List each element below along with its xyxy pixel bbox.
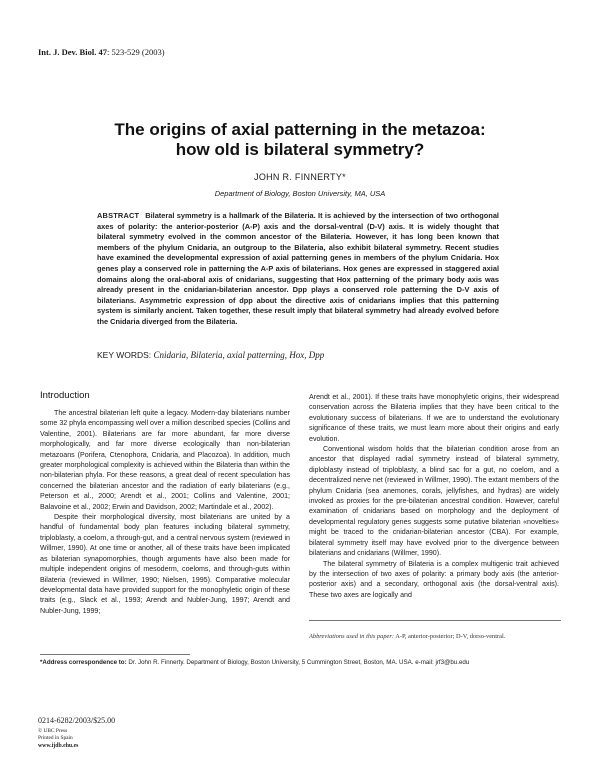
body-paragraph: The ancestral bilaterian left quite a legacy. Modern-day bilaterians number some 32 phyla encompassing well over a million described species (Collins and Valentine, 2001). Bilaterians are far more abundant, far more diverse morphologically, and far more diverse ecologically than non-bilaterian metazoans (Porifera, Ctenophora, Cnidaria, and Placozoa). In addition, much greater morphological complexity is achieved within the Bilateria than within the non-bilaterian phyla. For these reasons, a great deal of recent speculation has concerned the bilaterian ancestor and the radiation of early bilaterians (e.g., Peterson et al., 2000; Arendt et al., 2001; Collins and Valentine, 2001; Balavoine et al., 2002; Erwin and Davidson, 2002; Martindale et al., 2002). [40, 409, 290, 511]
journal-pages-year: : 523-529 (2003) [106, 47, 165, 57]
footnote-divider [40, 654, 190, 655]
body-paragraph: Conventional wisdom holds that the bilaterian condition arose from an ancestor that displayed radial symmetry instead of bilateral symmetry, diploblasty instead of triploblasty, a blind sac for a gut, no coelom, and a decentralized nerve net (reviewed in Willmer, 1990). The extant members of the phylum Cnidaria (sea anemones, corals, jellyfishes, and hydras) are widely invoked as proxies for the pre-bilaterian ancestral condition. However, careful examination of cnidarians based on morphology and the deployment of developmental regulatory genes suggests some putative bilaterian «novelties» might be traced to the cnidarian-bilaterian ancestor (CBA). For example, bilateral symmetry itself may have evolved prior to the divergence between bilaterians and cnidarians (Willmer, 1990). [309, 445, 559, 558]
printed-location: Printed in Spain [38, 735, 73, 741]
journal-citation [38, 47, 165, 57]
correspondence-footnote [40, 659, 570, 666]
abbreviations-footnote [309, 620, 561, 640]
body-column-left [40, 390, 290, 616]
journal-website: www.ijdb.ehu.es [38, 743, 79, 749]
author-name: JOHN R. FINNERTY* [254, 172, 346, 182]
body-paragraph: Despite their morphological diversity, most bilaterians are united by a handful of fundamental body plan features including bilateral symmetry, triploblasty, a coelom, a through-gut, and a central nervous system (reviewed in Willmer, 1990). At one time or another, all of these traits have been implicated as bilaterian synapomorphies, though arguments have also been made for multiple independent origins of mesoderm, coeloms, and through-guts within Bilateria (reviewed in Willmer, 1990; Nielsen, 1995). Comparative molecular developmental data have provided support for the monophyletic origin of these traits (e.g., Slack et al., 1993; Arendt and Nubler-Jung, 1997; Arendt and Nubler-Jung, 1999; [40, 513, 290, 615]
section-heading-introduction: Introduction [40, 390, 90, 401]
issn-price: 0214-6282/2003/$25.00 [38, 716, 116, 725]
article-title [40, 120, 560, 160]
page-footer [38, 716, 115, 750]
journal-volume: 47 [98, 47, 107, 57]
abstract [97, 211, 499, 328]
journal-name: Int. J. Dev. Biol. [38, 47, 97, 57]
abstract-text: Bilateral symmetry is a hallmark of the Bilateria. It is achieved by the intersection of two orthogonal axes of polarity: the anterior-posterior (A-P) axis and the dorsal-ventral (D-V) axis. It is widely thought that bilateral symmetry evolved in the common ancestor of the Bilateria. However, it has long been known that members of the phylum Cnidaria, an outgroup to the Bilateria, also exhibit bilateral symmetry. Recent studies have examined the developmental expression of axial patterning genes in members of the phylum Cnidaria. Hox genes play a conserved role in patterning the A-P axis of bilaterians. Hox genes are expressed in staggered axial domains along the oral-aboral axis of cnidarians, suggesting that Hox patterning of the primary body axis was already present in the cnidarian-bilaterian ancestor. Dpp plays a conserved role patterning the D-V axis of bilaterians. Asymmetric expression of dpp about the directive axis of cnidarians implies that this patterning system is similarly ancient. Taken together, these result imply that bilateral symmetry had already evolved before the Cnidaria diverged from the Bilateria. [97, 211, 499, 326]
body-paragraph-continued: Arendt et al., 2001). If these traits have monophyletic origins, their widespread conservation across the Bilateria implies that they have been critical to the evolutionary success of bilaterians. If we are to understand the evolutionary significance of these traits, we must learn more about their origins and early evolution. [309, 393, 559, 443]
title-line-2: how old is bilateral symmetry? [175, 140, 425, 159]
abbreviations-label: Abbreviations used in this paper: [309, 633, 394, 640]
body-paragraph: The bilateral symmetry of Bilateria is a complex multigenic trait achieved by the intersection of two axes of polarity: a primary body axis (the anterior-posterior axis) and a secondary, orthogonal axis (the dorsal-ventral axis). These two axes are logically and [309, 559, 559, 599]
correspondence-label: *Address correspondence to: [40, 659, 127, 666]
title-line-1: The origins of axial patterning in the metazoa: [114, 120, 486, 139]
abbreviations-text: A-P, anterior-posterior; D-V, dorso-ventral. [395, 633, 506, 640]
keywords-value: Cnidaria, Bilateria, axial patterning, Hox, Dpp [153, 350, 325, 360]
author-affiliation: Department of Biology, Boston University, MA, USA [214, 189, 386, 198]
keywords-label: KEY WORDS: [97, 350, 152, 360]
press-credit: © UBC Press [38, 728, 68, 734]
keywords [97, 350, 517, 360]
abstract-label: ABSTRACT [97, 211, 140, 220]
correspondence-text: Dr. John R. Finnerty. Department of Biology, Boston University, 5 Cummington Street, Boston, MA. USA. e-mail: jrf3@bu.edu [128, 659, 470, 666]
body-column-right [309, 392, 559, 600]
